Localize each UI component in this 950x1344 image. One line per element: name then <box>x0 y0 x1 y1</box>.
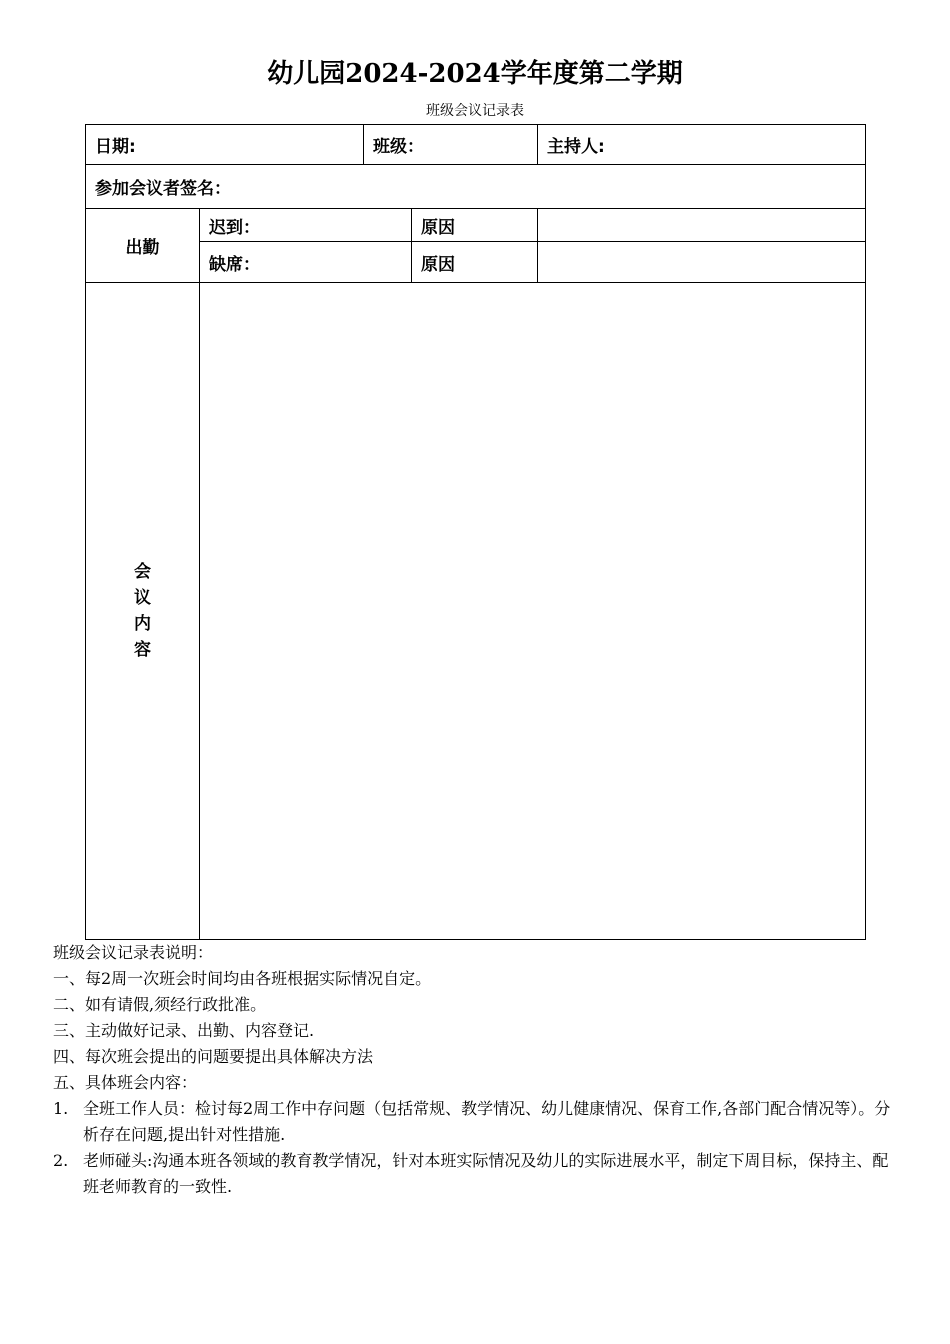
meeting-content-label <box>86 283 200 940</box>
meeting-content-label-text: 会议内容 <box>134 562 151 660</box>
item-number: 1. <box>53 1099 69 1118</box>
form-subtitle: 班级会议记录表 <box>426 103 524 119</box>
instruction-item: 二、如有请假,须经行政批准。 <box>53 995 267 1014</box>
host-field[interactable]: 主持人: <box>538 125 866 165</box>
numbered-item <box>53 1096 898 1148</box>
absent-field[interactable]: 缺席： <box>200 242 412 283</box>
date-field[interactable]: 日期: <box>86 125 364 165</box>
numbered-item <box>53 1148 898 1200</box>
instruction-item: 三、主动做好记录、出勤、内容登记. <box>53 1021 315 1040</box>
class-field[interactable]: 班级： <box>364 125 538 165</box>
signature-row <box>86 165 866 209</box>
late-reason-input[interactable] <box>538 209 866 242</box>
late-field[interactable]: 迟到： <box>200 209 412 242</box>
absent-reason-label: 原因 <box>412 242 538 283</box>
absent-row <box>86 242 866 283</box>
signature-field[interactable]: 参加会议者签名： <box>86 165 866 209</box>
item-text: 全班工作人员：检讨每2周工作中存问题（包括常规、教学情况、幼儿健康情况、保育工作,各部门配合情况等）。分析存在问题,提出针对性措施. <box>83 1099 891 1144</box>
item-text: 老师碰头:沟通本班各领域的教育教学情况，针对本班实际情况及幼儿的实际进展水平，制定下周目标，保持主、配班老师教育的一致性. <box>83 1151 889 1196</box>
late-row <box>86 209 866 242</box>
content-row <box>86 283 866 940</box>
instruction-item: 一、每2周一次班会时间均由各班根据实际情况自定。 <box>53 969 432 988</box>
instruction-item: 五、具体班会内容： <box>53 1073 198 1092</box>
item-number: 2. <box>53 1151 69 1170</box>
absent-reason-input[interactable] <box>538 242 866 283</box>
instructions-section <box>53 940 898 1200</box>
late-reason-label: 原因 <box>412 209 538 242</box>
meeting-content-area[interactable] <box>200 283 866 940</box>
page-title: 幼儿园2024-2024学年度第二学期 <box>267 59 683 89</box>
instructions-heading: 班级会议记录表说明： <box>53 943 214 962</box>
meeting-record-table <box>85 124 866 940</box>
instruction-item: 四、每次班会提出的问题要提出具体解决方法 <box>53 1047 374 1066</box>
header-info-row <box>86 125 866 165</box>
attendance-label: 出勤 <box>86 209 200 283</box>
